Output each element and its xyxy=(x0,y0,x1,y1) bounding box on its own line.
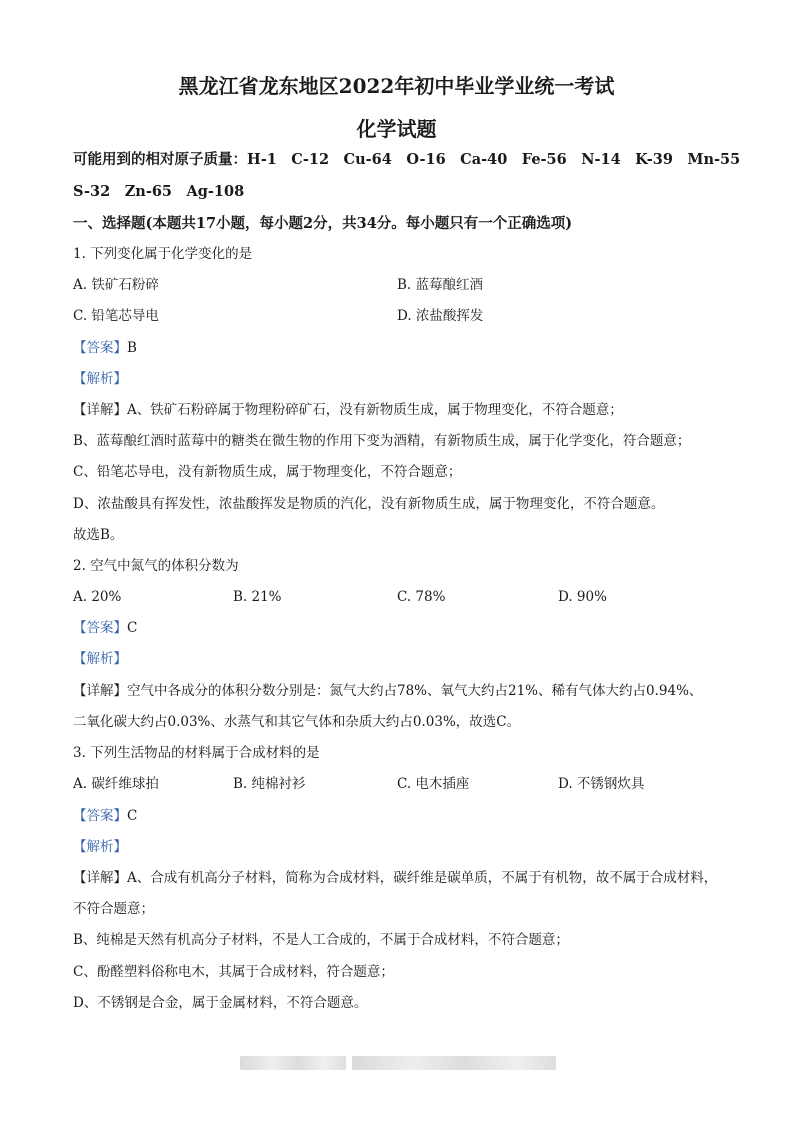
q1-option-b: B. 蓝莓酿红酒 xyxy=(397,277,484,293)
q3-answer-value: C xyxy=(127,808,138,824)
q3-detail-line-1 xyxy=(73,868,717,888)
q1-detail-line-1 xyxy=(73,400,623,420)
page-title: 黑龙江省龙东地区2022年初中毕业学业统一考试 xyxy=(178,74,615,98)
q3-answer xyxy=(73,806,137,826)
q3-detail-line-2: 不符合题意； xyxy=(73,901,154,917)
q2-stem: 2. 空气中氮气的体积分数为 xyxy=(73,558,239,574)
footer-watermark-left xyxy=(240,1056,346,1070)
q1-detail-line-2: B、蓝莓酿红酒时蓝莓中的糖类在微生物的作用下变为酒精，有新物质生成，属于化学变化，符合题意； xyxy=(73,433,691,449)
q2-detail-line-1 xyxy=(73,681,702,701)
q2-answer-value: C xyxy=(127,620,138,636)
q3-option-b: B. 纯棉衬衫 xyxy=(233,776,306,792)
q1-answer-value: B xyxy=(127,340,137,356)
page-subtitle: 化学试题 xyxy=(356,117,437,141)
q1-detail-line-5: 故选B。 xyxy=(73,527,124,543)
q1-detail-line-3: C、铅笔芯导电，没有新物质生成，属于物理变化，不符合题意； xyxy=(73,464,462,480)
detail-tag: 【详解】 xyxy=(73,402,127,418)
q1-answer xyxy=(73,338,137,358)
answer-tag: 【答案】 xyxy=(73,620,127,636)
q3-stem: 3. 下列生活物品的材料属于合成材料的是 xyxy=(73,745,320,761)
q2-detail-text-1: 空气中各成分的体积分数分别是：氮气大约占78%、氧气大约占21%、稀有气体大约占0.94%、 xyxy=(127,683,703,699)
q2-option-a: A. 20% xyxy=(73,589,122,605)
q2-analysis-tag: 【解析】 xyxy=(73,651,127,667)
q1-option-d: D. 浓盐酸挥发 xyxy=(397,308,484,324)
q2-answer xyxy=(73,618,137,638)
q1-detail-line-4: D、浓盐酸具有挥发性，浓盐酸挥发是物质的汽化，没有新物质生成，属于物理变化，不符合题意。 xyxy=(73,496,665,512)
atomic-mass-line-2: S-32 Zn-65 Ag-108 xyxy=(73,183,245,200)
q3-detail-line-3: B、纯棉是天然有机高分子材料，不是人工合成的，不属于合成材料，不符合题意； xyxy=(73,932,569,948)
q2-option-c: C. 78% xyxy=(397,589,446,605)
q3-detail-line-5: D、不锈钢是合金，属于金属材料，不符合题意。 xyxy=(73,995,368,1011)
answer-tag: 【答案】 xyxy=(73,340,127,356)
q2-option-d: D. 90% xyxy=(558,589,607,605)
q1-option-a: A. 铁矿石粉碎 xyxy=(73,277,159,293)
footer-watermark-right xyxy=(352,1056,556,1070)
atomic-mass-line-1: 可能用到的相对原子质量：H-1 C-12 Cu-64 O-16 Ca-40 Fe-56 N-14 K-39 Mn-55 xyxy=(73,151,741,168)
q2-detail-line-2: 二氧化碳大约占0.03%、水蒸气和其它气体和杂质大约占0.03%，故选C。 xyxy=(73,714,521,730)
q3-option-c: C. 电木插座 xyxy=(397,776,470,792)
q1-detail-text-1: A、铁矿石粉碎属于物理粉碎矿石，没有新物质生成，属于物理变化，不符合题意； xyxy=(127,402,623,418)
q3-option-d: D. 不锈钢炊具 xyxy=(558,776,645,792)
q3-detail-text-1: A、合成有机高分子材料，简称为合成材料，碳纤维是碳单质，不属于有机物，故不属于合成材料， xyxy=(127,870,718,886)
q3-detail-line-4: C、酚醛塑料俗称电木，其属于合成材料，符合题意； xyxy=(73,964,394,980)
q1-option-c: C. 铅笔芯导电 xyxy=(73,308,159,324)
q3-analysis-tag: 【解析】 xyxy=(73,839,127,855)
q1-analysis-tag: 【解析】 xyxy=(73,371,127,387)
section-heading: 一、选择题(本题共17小题，每小题2分，共34分。每小题只有一个正确选项) xyxy=(73,215,573,232)
q1-stem: 1. 下列变化属于化学变化的是 xyxy=(73,246,253,262)
detail-tag: 【详解】 xyxy=(73,683,127,699)
q3-option-a: A. 碳纤维球拍 xyxy=(73,776,159,792)
detail-tag: 【详解】 xyxy=(73,870,127,886)
q2-option-b: B. 21% xyxy=(233,589,282,605)
answer-tag: 【答案】 xyxy=(73,808,127,824)
